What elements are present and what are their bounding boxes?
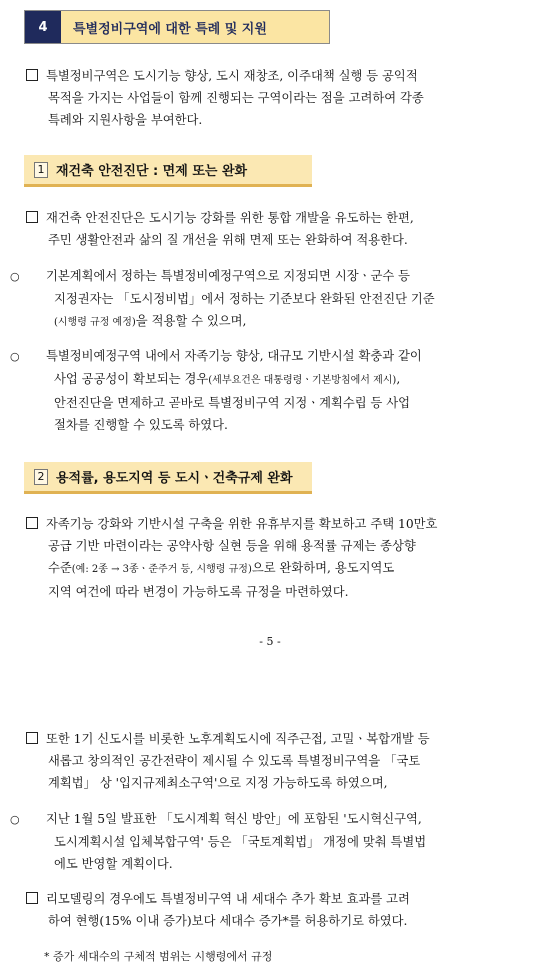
sub1-b2-line-4: 절차를 진행할 수 있도록 하였다.: [54, 418, 228, 432]
sub1-b1-line-2: 지정권자는 「도시정비법」에서 정하는 기준보다 완화된 안전진단 기준: [54, 292, 435, 306]
p3-line-2: 하여 현행(15% 이내 증가)보다 세대수 증가*를 허용하기로 하였다.: [48, 914, 408, 928]
intro-paragraph: [26, 65, 526, 131]
sub2-p1-line-3c: 으로 완화하며, 용도지역도: [251, 561, 395, 575]
sub1-bullet-1: [10, 265, 526, 334]
sub1-p1-line-2: 주민 생활안전과 삶의 질 개선을 위해 면제 또는 완화하여 적용한다.: [48, 233, 408, 247]
subsection-2-number: 2: [34, 469, 48, 485]
subsection-1-title: 재건축 안전진단 : 면제 또는 완화: [56, 164, 248, 179]
p2-line-2: 새롭고 창의적인 공간전략이 제시될 수 있도록 특별정비구역을 「국토: [48, 754, 421, 768]
b3-line-2: 도시계획시설 입체복합구역' 등은 「국토계획법」 개정에 맞춰 특별법: [54, 835, 427, 849]
subsection-1-header: [24, 155, 312, 187]
sub1-b2-line-2a: 사업 공공성이 확보되는 경우: [54, 372, 209, 386]
p2-line-3: 계획법」 상 '입지규제최소구역'으로 지정 가능하도록 하였으며,: [48, 776, 388, 790]
square-bullet-icon: [26, 517, 38, 529]
p2-line-1: 또한 1기 신도시를 비롯한 노후계획도시에 직주근접, 고밀ㆍ복합개발 등: [46, 732, 430, 746]
square-bullet-icon: [26, 211, 38, 223]
page2-paragraph-1: [26, 728, 526, 794]
circle-bullet-icon: ○: [10, 813, 20, 826]
footnote: * 증가 세대수의 구체적 범위는 시행령에서 규정: [44, 950, 273, 963]
sub2-p1-line-2: 공급 기반 마련이라는 공약사항 실현 등을 위해 용적률 규제는 종상향: [48, 539, 416, 553]
page2-bullet-1: [10, 808, 526, 875]
b3-line-1: 지난 1월 5일 발표한 「도시계획 혁신 방안」에 포함된 '도시혁신구역,: [46, 812, 422, 826]
page2-paragraph-2: [26, 888, 526, 932]
circle-bullet-icon: ○: [10, 350, 20, 363]
intro-line-3: 특례와 지원사항을 부여한다.: [48, 113, 203, 127]
intro-line-1: 특별정비구역은 도시기능 향상, 도시 재창조, 이주대책 실행 등 공익적: [46, 69, 418, 83]
subsection-2-title: 용적률, 용도지역 등 도시ㆍ건축규제 완화: [56, 471, 293, 486]
sub1-b2-line-3: 안전진단을 면제하고 곧바로 특별정비구역 지정ㆍ계획수립 등 사업: [54, 396, 411, 410]
sub1-b2-line-1: 특별정비예정구역 내에서 자족기능 향상, 대규모 기반시설 확충과 같이: [46, 349, 422, 363]
sub1-b1-line-3b: 을 적용할 수 있으며,: [135, 314, 247, 328]
circle-bullet-icon: ○: [10, 270, 20, 283]
p3-line-1: 리모델링의 경우에도 특별정비구역 내 세대수 추가 확보 효과를 고려: [46, 892, 410, 906]
section-title: 특별정비구역에 대한 특례 및 지원: [61, 11, 329, 43]
sub1-bullet-2: [10, 345, 526, 436]
subsection-1-number: 1: [34, 162, 48, 178]
sub1-b2-line-2b: (세부요건은 대통령령ㆍ기본방침에서 제시): [208, 375, 397, 386]
sub2-p1-line-3a: 수준: [48, 561, 72, 575]
square-bullet-icon: [26, 69, 38, 81]
b3-line-3: 에도 반영할 계획이다.: [54, 857, 173, 871]
section-number: 4: [25, 11, 61, 43]
square-bullet-icon: [26, 892, 38, 904]
square-bullet-icon: [26, 732, 38, 744]
section-header: [24, 10, 330, 44]
intro-line-2: 목적을 가지는 사업들이 함께 진행되는 구역이라는 점을 고려하여 각종: [48, 91, 424, 105]
sub1-b1-line-1: 기본계획에서 정하는 특별정비예정구역으로 지정되면 시장ㆍ군수 등: [46, 269, 411, 283]
page-number: - 5 -: [259, 635, 281, 648]
sub2-paragraph: [26, 513, 526, 603]
subsection-2-header: [24, 462, 312, 494]
sub2-p1-line-1: 자족기능 강화와 기반시설 구축을 위한 유휴부지를 확보하고 주택 10만호: [46, 517, 438, 531]
sub1-p1-line-1: 재건축 안전진단은 도시기능 강화를 위한 통합 개발을 유도하는 한편,: [46, 211, 414, 225]
sub2-p1-line-3b: (예: 2종 → 3종ㆍ준주거 등, 시행령 규정): [71, 564, 252, 575]
sub2-p1-line-4: 지역 여건에 따라 변경이 가능하도록 규정을 마련하였다.: [48, 585, 349, 599]
sub1-b2-line-2c: ,: [396, 372, 401, 386]
sub1-b1-line-3a: (시행령 규정 예정): [54, 317, 136, 328]
sub1-paragraph: [26, 207, 526, 251]
